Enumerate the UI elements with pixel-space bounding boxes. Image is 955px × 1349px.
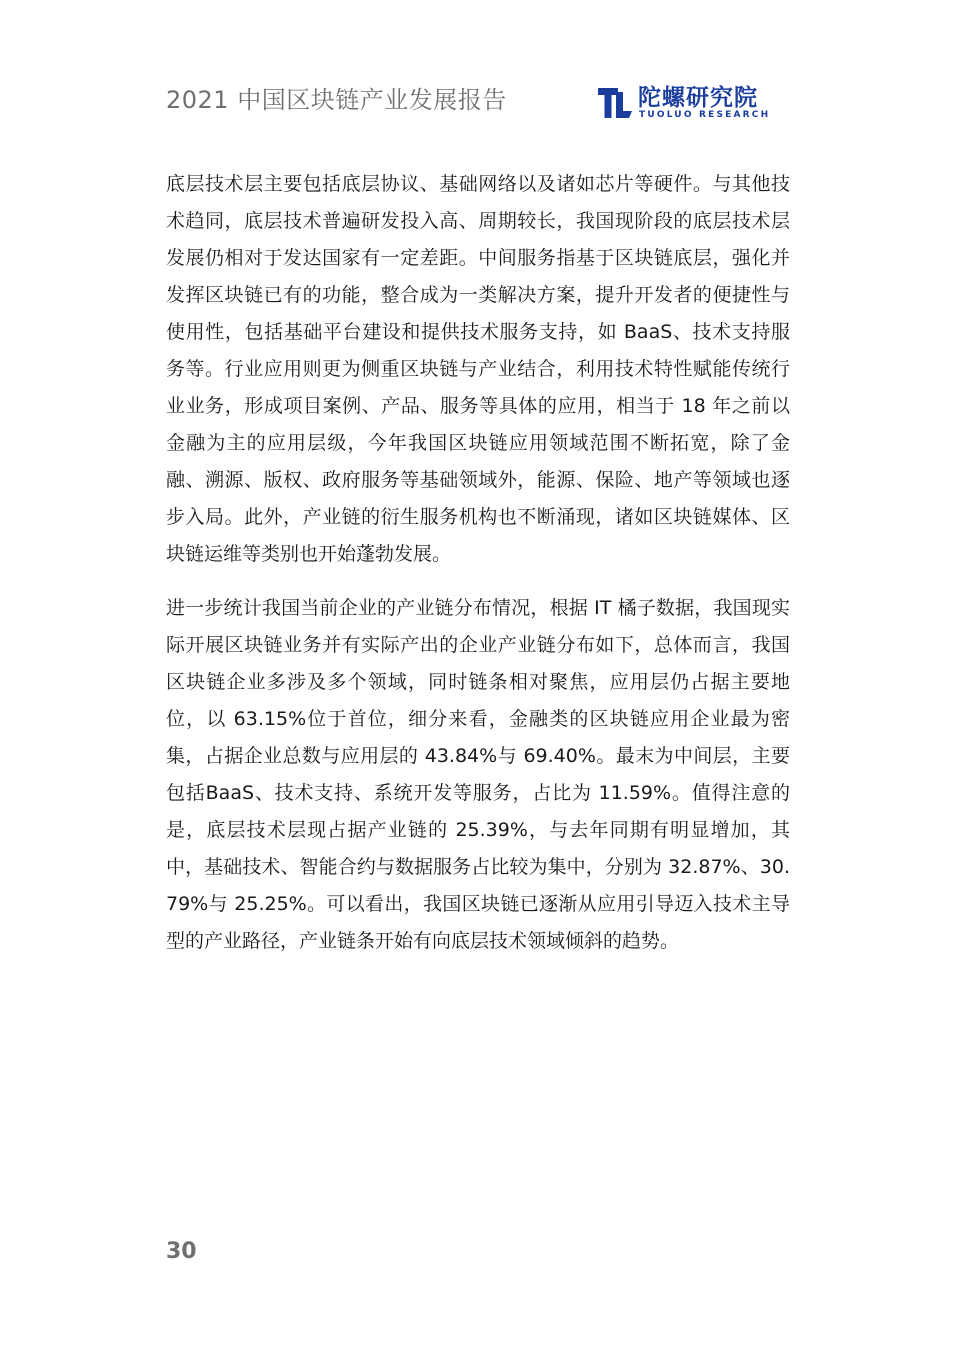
body-content: [166, 166, 790, 960]
logo-chinese-text: 陀螺研究院: [638, 85, 758, 111]
report-title: 2021 中国区块链产业发展报告: [166, 86, 507, 114]
paragraph-chain-distribution: 进一步统计我国当前企业的产业链分布情况，根据 IT 橘子数据，我国现实际开展区块链业务并有实际产出的企业产业链分布如下，总体而言，我国区块链企业多涉及多个领域，同时链条相对聚焦，应用层仍占据主要地位，以 63.15%位于首位，细分来看，金融类的区块链应用企业最为密集，占据企业总数与应用层的 43.84%与 69.40%。最末为中间层，主要包括BaaS、技术支持、系统开发等服务，占比为 11.59%。值得注意的是，底层技术层现占据产业链的 25.39%，与去年同期有明显增加，其中，基础技术、智能合约与数据服务占比较为集中，分别为 32.87%、30.79%与 25.25%。可以看出，我国区块链已逐渐从应用引导迈入技术主导型的产业路径，产业链条开始有向底层技术领域倾斜的趋势。: [166, 597, 790, 952]
page-number: 30: [166, 1239, 197, 1264]
paragraph-industry-layers: 底层技术层主要包括底层协议、基础网络以及诸如芯片等硬件。与其他技术趋同，底层技术普遍研发投入高、周期较长，我国现阶段的底层技术层发展仍相对于发达国家有一定差距。中间服务指基于区块链底层，强化并发挥区块链已有的功能，整合成为一类解决方案，提升开发者的便捷性与使用性，包括基础平台建设和提供技术服务支持，如 BaaS、技术支持服务等。行业应用则更为侧重区块链与产业结合，利用技术特性赋能传统行业业务，形成项目案例、产品、服务等具体的应用，相当于 18 年之前以金融为主的应用层级，今年我国区块链应用领域范围不断拓宽，除了金融、溯源、版权、政府服务等基础领域外，能源、保险、地产等领域也逐步入局。此外，产业链的衍生服务机构也不断涌现，诸如区块链媒体、区块链运维等类别也开始蓬勃发展。: [166, 173, 790, 565]
logo-english-text: TUOLUO RESEARCH: [639, 110, 771, 120]
tuoluo-logo-icon: [596, 86, 634, 120]
tuoluo-research-logo: [596, 86, 776, 122]
